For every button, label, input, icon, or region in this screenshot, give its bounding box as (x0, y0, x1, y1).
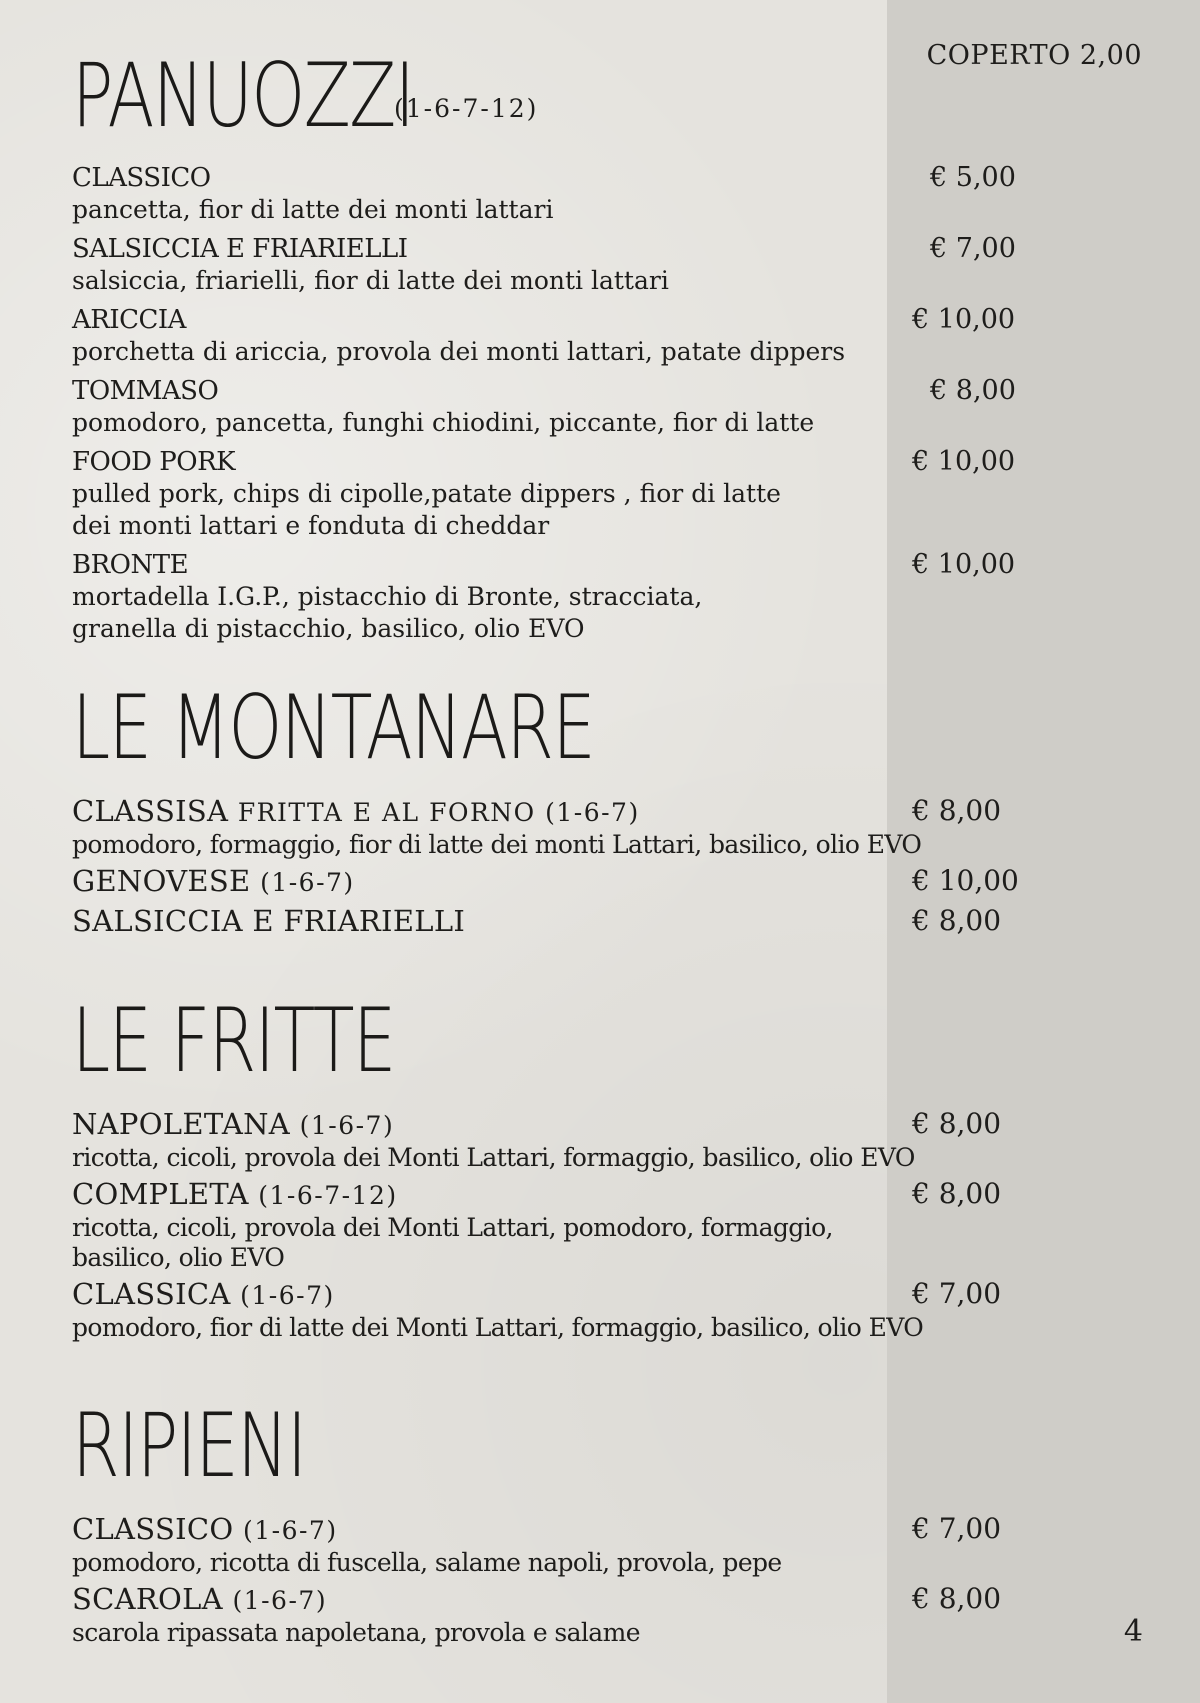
item-price: € 10,00 (912, 864, 1019, 897)
item-price: € 7,00 (912, 1512, 1002, 1545)
menu-item (72, 375, 1072, 439)
item-description: pancetta, fior di latte dei monti lattari (72, 195, 554, 224)
item-price: € 10,00 (912, 446, 1016, 477)
item-name: TOMMASO (72, 376, 219, 406)
item-price: € 5,00 (930, 162, 1016, 193)
item-note: FRITTA E AL FORNO (1-6-7) (237, 798, 640, 827)
item-price: € 8,00 (912, 794, 1002, 827)
menu-item (72, 304, 1072, 368)
section-header (72, 1394, 1072, 1497)
menu-item (72, 233, 1072, 297)
item-price: € 7,00 (912, 1277, 1002, 1310)
menu-items (72, 1107, 1072, 1343)
item-note: (1-6-7) (242, 1516, 338, 1545)
section-allergen-note: (1-6-7-12) (394, 94, 539, 123)
item-description: scarola ripassata napoletana, provola e salame (72, 1618, 640, 1647)
menu-item (72, 446, 1072, 542)
section-le-fritte (72, 989, 1072, 1347)
item-name: ARICCIA (72, 305, 186, 335)
menu-item (72, 864, 1072, 900)
item-name: SCAROLA (72, 1582, 223, 1616)
item-description: pomodoro, formaggio, fior di latte dei monti Lattari, basilico, olio EVO (72, 830, 922, 859)
menu-items (72, 1512, 1072, 1648)
item-name: CLASSICO (72, 163, 211, 193)
section-header (72, 989, 1072, 1092)
section-ripieni (72, 1394, 1072, 1652)
item-name: SALSICCIA E FRIARIELLI (72, 904, 466, 938)
item-price: € 8,00 (912, 904, 1002, 937)
item-description: salsiccia, friarielli, fior di latte dei monti lattari (72, 266, 669, 295)
menu-item (72, 549, 1072, 645)
section-header (72, 676, 1072, 779)
item-price: € 8,00 (930, 375, 1016, 406)
menu-item (72, 904, 1072, 938)
item-price: € 7,00 (930, 233, 1016, 264)
item-note: (1-6-7) (260, 868, 355, 897)
section-le-montanare (72, 676, 1072, 942)
item-description: ricotta, cicoli, provola dei Monti Lattari, pomodoro, formaggio, (72, 1213, 833, 1242)
menu-items (72, 794, 1072, 938)
menu-item (72, 162, 1072, 226)
item-name: BRONTE (72, 550, 189, 580)
coperto-label: COPERTO 2,00 (926, 40, 1142, 71)
item-name: CLASSISA (72, 794, 229, 828)
section-title: PANUOZZI (72, 44, 414, 147)
item-name: COMPLETA (72, 1177, 249, 1211)
item-note: (1-6-7-12) (258, 1181, 398, 1210)
item-note: (1-6-7) (232, 1586, 328, 1615)
item-price: € 8,00 (912, 1582, 1002, 1615)
item-name: CLASSICO (72, 1512, 234, 1546)
item-name: NAPOLETANA (72, 1107, 291, 1141)
item-name: SALSICCIA E FRIARIELLI (72, 234, 408, 264)
item-name: CLASSICA (72, 1277, 231, 1311)
item-price: € 8,00 (912, 1177, 1002, 1210)
section-title: RIPIENI (72, 1394, 306, 1497)
item-note: (1-6-7) (299, 1111, 395, 1140)
section-title: LE FRITTE (72, 989, 395, 1092)
menu-item (72, 1582, 1072, 1648)
item-description: pomodoro, pancetta, funghi chiodini, piccante, fior di latte (72, 408, 815, 437)
section-title: LE MONTANARE (72, 676, 595, 779)
item-price: € 10,00 (912, 304, 1016, 335)
item-price: € 10,00 (912, 549, 1016, 580)
item-description: dei monti lattari e fonduta di cheddar (72, 511, 550, 540)
item-description: pulled pork, chips di cipolle,patate dippers , fior di latte (72, 479, 781, 508)
menu-items (72, 162, 1072, 645)
item-name: GENOVESE (72, 864, 251, 898)
item-note: (1-6-7) (240, 1281, 335, 1310)
item-description: mortadella I.G.P., pistacchio di Bronte, stracciata, (72, 582, 703, 611)
menu-item (72, 1277, 1072, 1343)
item-price: € 8,00 (912, 1107, 1002, 1140)
item-description: granella di pistacchio, basilico, olio EVO (72, 614, 585, 643)
menu-item (72, 1177, 1072, 1273)
item-description: pomodoro, fior di latte dei Monti Lattari, formaggio, basilico, olio EVO (72, 1313, 924, 1342)
menu-item (72, 1107, 1072, 1173)
item-name: FOOD PORK (72, 447, 236, 477)
page-number: 4 (1123, 1614, 1143, 1649)
item-description: porchetta di ariccia, provola dei monti lattari, patate dippers (72, 337, 846, 366)
item-description: basilico, olio EVO (72, 1243, 285, 1272)
menu-item (72, 794, 1072, 860)
item-description: ricotta, cicoli, provola dei Monti Lattari, formaggio, basilico, olio EVO (72, 1143, 915, 1172)
item-description: pomodoro, ricotta di fuscella, salame napoli, provola, pepe (72, 1548, 782, 1577)
menu-item (72, 1512, 1072, 1578)
